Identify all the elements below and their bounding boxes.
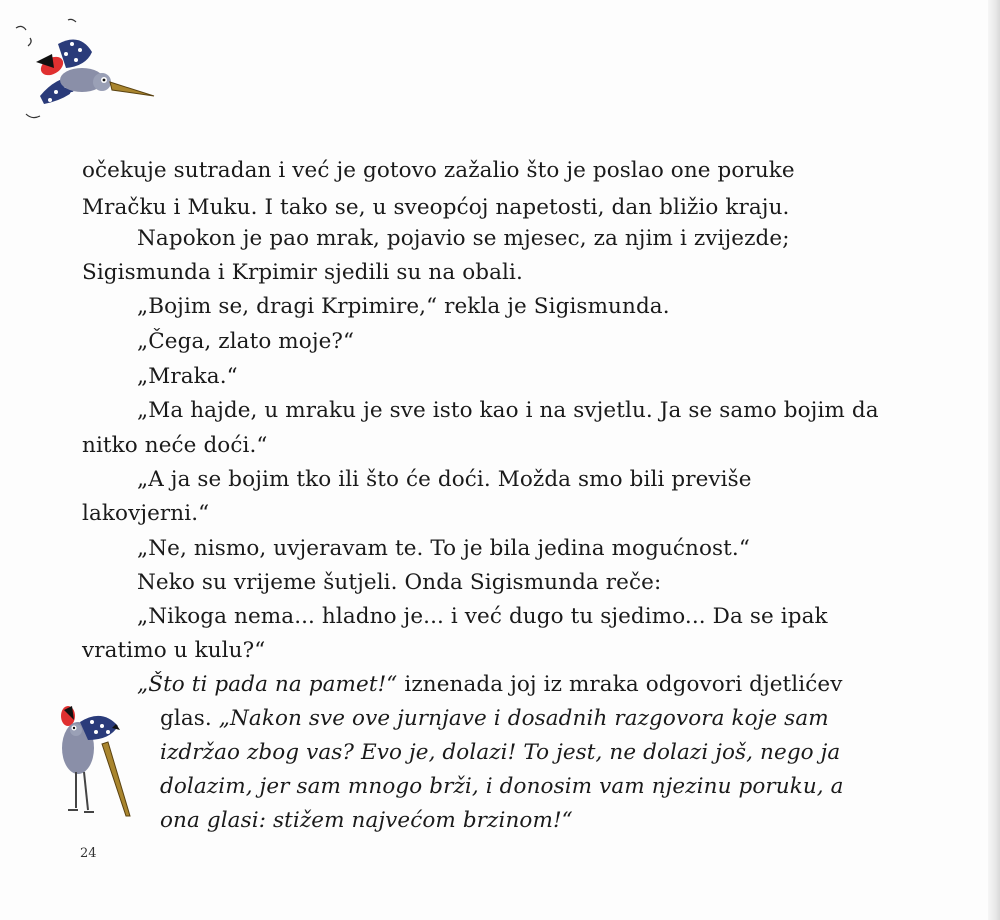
text-line-17 [160,708,829,730]
text-line-9: nitko neće doći.“ [82,433,268,458]
text-line-8: „Ma hajde, u mraku je sve isto kao i na svjetlu. Ja se samo bojim da [137,398,879,423]
text-line-17-roman: glas. [160,706,219,731]
text-line-13: Neko su vrijeme šutjeli. Onda Sigismunda reče: [137,570,662,595]
text-line-14: „Nikoga nema... hladno je... i već dugo tu sjedimo... Da se ipak [137,604,828,629]
text-line-10: „A ja se bojim tko ili što će doći. Možda smo bili previše [137,467,752,492]
text-line-16 [137,674,842,696]
text-line-5: „Bojim se, dragi Krpimire,“ rekla je Sigismunda. [137,294,670,319]
page-number: 24 [80,846,97,861]
text-line-3: Napokon je pao mrak, pojavio se mjesec, za njim i zvijezde; [137,226,790,251]
text-line-6: „Čega, zlato moje?“ [137,329,355,354]
standing-woodpecker-illustration [52,702,142,822]
text-line-12: „Ne, nismo, uvjeravam te. To je bila jedina mogućnost.“ [137,536,750,561]
text-line-11: lakovjerni.“ [82,501,210,526]
flying-woodpecker-illustration [6,14,166,129]
text-line-1: očekuje sutradan i već je gotovo zažalio što je poslao one poruke [82,158,795,183]
text-line-16-italic: „Što ti pada na pamet!“ [137,672,398,697]
page-edge [988,0,1000,920]
text-line-18: izdržao zbog vas? Evo je, dolazi! To jest, ne dolazi još, nego ja [160,740,841,765]
text-line-15: vratimo u kulu?“ [82,638,266,663]
text-line-19: dolazim, jer sam mnogo brži, i donosim vam njezinu poruku, a [160,774,844,799]
text-line-16-roman: iznenada joj iz mraka odgovori djetlićev [397,672,843,697]
text-line-4: Sigismunda i Krpimir sjedili su na obali. [82,260,523,285]
text-line-17-italic: „Nakon sve ove jurnjave i dosadnih razgovora koje sam [218,706,829,731]
text-line-20: ona glasi: stižem najvećom brzinom!“ [160,808,573,833]
text-line-7: „Mraka.“ [137,364,238,389]
text-line-2: Mračku i Muku. I tako se, u sveopćoj napetosti, dan bližio kraju. [82,195,790,220]
